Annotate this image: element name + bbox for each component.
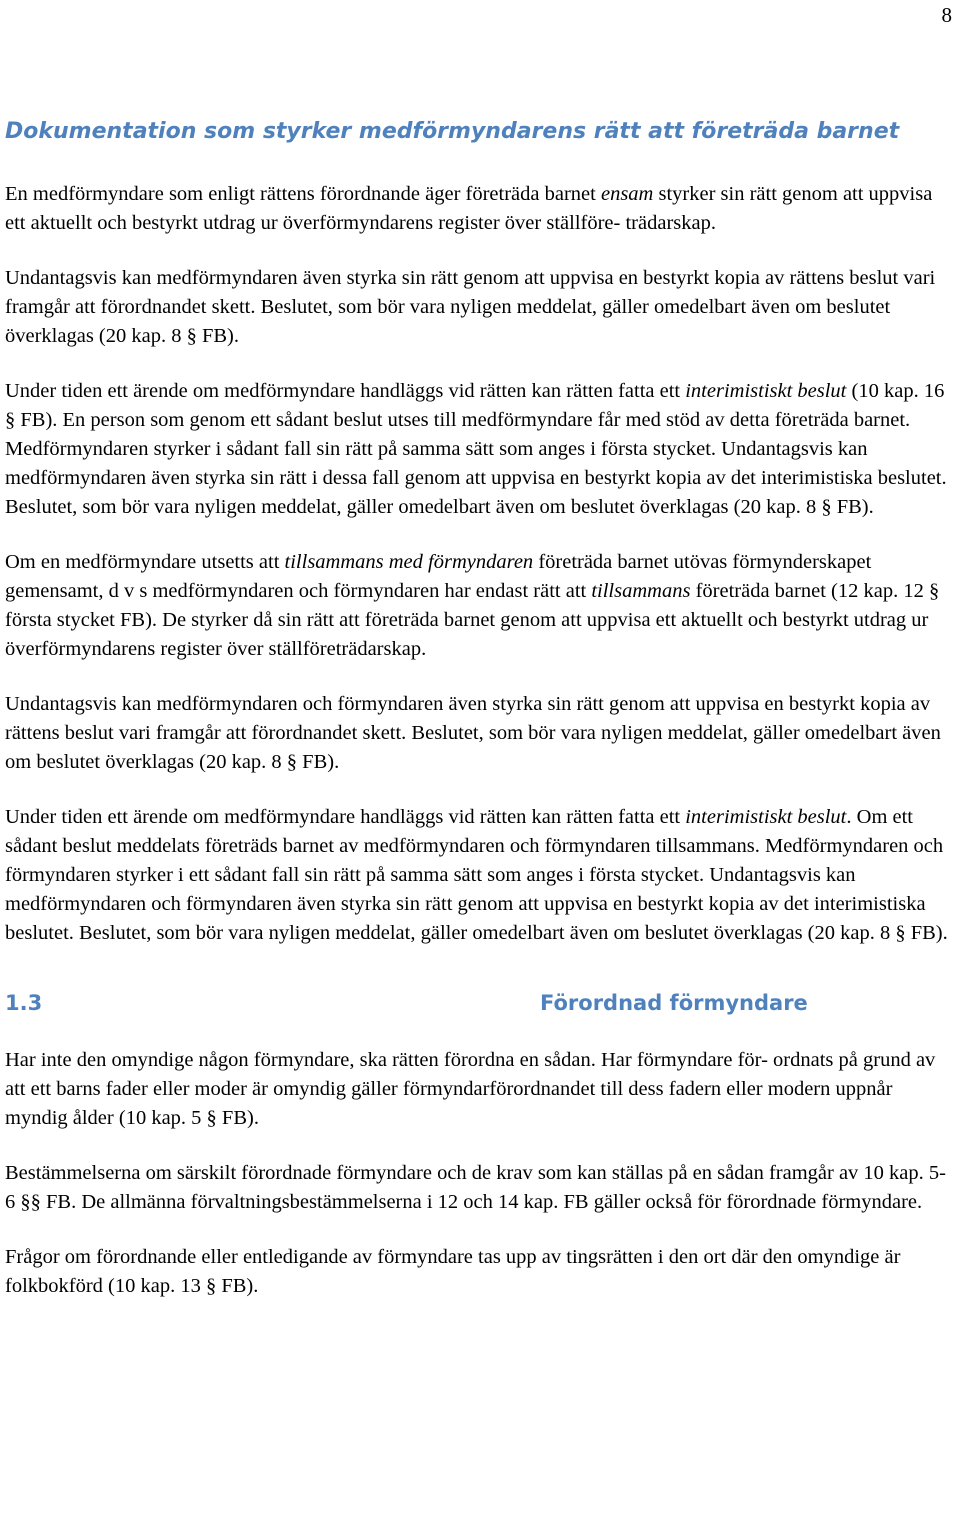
text-segment: Frågor om förordnande eller entledigande av förmyndare tas upp av tingsrätten i den ort där den omyndige är folkbokförd (10 kap. 13 § FB). — [5, 1246, 901, 1297]
paragraph — [5, 180, 950, 238]
italic-text: interimistiskt beslut — [685, 380, 847, 402]
paragraph — [5, 548, 950, 664]
text-segment: Har inte den omyndige någon förmyndare, ska rätten förordna en sådan. Har förmyndare för- ordnats på grund av att ett barns fader eller moder är omyndig gäller förmyndarförordnandet till dess fadern eller modern uppnår myndig ålder (10 kap. 5 § FB). — [5, 1049, 936, 1129]
paragraph — [5, 1159, 950, 1217]
subsection-number: 1.3 — [5, 991, 43, 1015]
text-segment: Om en medförmyndare utsetts att — [5, 551, 285, 573]
text-segment: Under tiden ett ärende om medförmyndare handläggs vid rätten kan rätten fatta ett — [5, 380, 686, 402]
italic-text: tillsammans med förmyndaren — [284, 551, 534, 573]
paragraph — [5, 377, 950, 522]
paragraph — [5, 1243, 950, 1301]
text-segment: (10 kap. 16 § FB). En person som genom ett sådant beslut utses till medförmyndare får med stöd av detta företräda barnet. Medförmyndaren styrker i sådant fall sin rätt på samma sätt som anges i första stycket. Undantagsvis kan medförmyndaren även styrka sin rätt i dessa fall genom att uppvisa en bestyrkt kopia av det interimistiska beslutet. Beslutet, som bör vara nyligen meddelat, gäller omedelbart även om beslutet överklagas (20 kap. 8 § FB). — [5, 380, 947, 518]
italic-text: tillsammans — [591, 580, 691, 602]
paragraph — [5, 803, 950, 948]
italic-text: interimistiskt beslut — [685, 806, 847, 828]
text-segment: . Om ett sådant beslut meddelats företräds barnet av medförmyndaren och förmyndaren tillsammans. Medförmyndaren och förmyndaren styrker i ett sådant fall sin rätt på samma sätt som anges i första stycket. Undantagsvis kan medförmyndaren och förmyndaren även styrka sin rätt genom att uppvisa en bestyrkt kopia av det interimistiska beslutet. Beslutet, som bör vara nyligen meddelat, gäller omedelbart även om beslutet överklagas (20 kap. 8 § FB). — [5, 806, 948, 944]
paragraph-group-1 — [5, 180, 950, 948]
paragraph — [5, 264, 950, 351]
text-segment: En medförmyndare som enligt rättens förordnande äger företräda barnet — [5, 183, 601, 205]
paragraph — [5, 1046, 950, 1133]
text-segment: Undantagsvis kan medförmyndaren och förmyndaren även styrka sin rätt genom att uppvisa en bestyrkt kopia av rättens beslut vari framgår att förordnandet skett. Beslutet, som bör vara nyligen meddelat, gäller omedelbart även om beslutet överklagas (20 kap. 8 § FB). — [5, 693, 941, 773]
paragraph — [5, 690, 950, 777]
section-title: Dokumentation som styrker medförmyndarens rätt att företräda barnet — [5, 119, 900, 144]
subsection-heading — [5, 989, 950, 1017]
text-segment: Bestämmelserna om särskilt förordnade förmyndare och de krav som kan ställas på en sådan framgår av 10 kap. 5-6 §§ FB. De allmänna förvaltningsbestämmelserna i 12 och 14 kap. FB gäller också för förordnade förmyndare. — [5, 1162, 946, 1213]
page-number: 8 — [941, 3, 952, 27]
paragraph-group-2 — [5, 1046, 950, 1301]
text-segment: Under tiden ett ärende om medförmyndare handläggs vid rätten kan rätten fatta ett — [5, 806, 686, 828]
text-segment: styrker sin rätt genom att uppvisa ett aktuellt och bestyrkt utdrag ur överförmyndarens register över ställföre- trädarskap. — [5, 183, 933, 234]
text-segment: Undantagsvis kan medförmyndaren även styrka sin rätt genom att uppvisa en bestyrkt kopia av rättens beslut vari framgår att förordnandet skett. Beslutet, som bör vara nyligen meddelat, gäller omedelbart även om beslutet överklagas (20 kap. 8 § FB). — [5, 267, 936, 347]
italic-text: ensam — [600, 183, 654, 205]
document-body — [5, 118, 950, 1327]
text-segment: företräda barnet (12 kap. 12 § första stycket FB). De styrker då sin rätt att företräda barnet genom att uppvisa ett aktuellt och bestyrkt utdrag ur överförmyndarens register över ställföreträdarskap. — [5, 580, 940, 660]
text-segment: företräda barnet utövas förmynderskapet gemensamt, d v s medförmyndaren och förmyndaren har endast rätt att — [5, 551, 872, 602]
subsection-title: Förordnad förmyndare — [540, 991, 808, 1015]
